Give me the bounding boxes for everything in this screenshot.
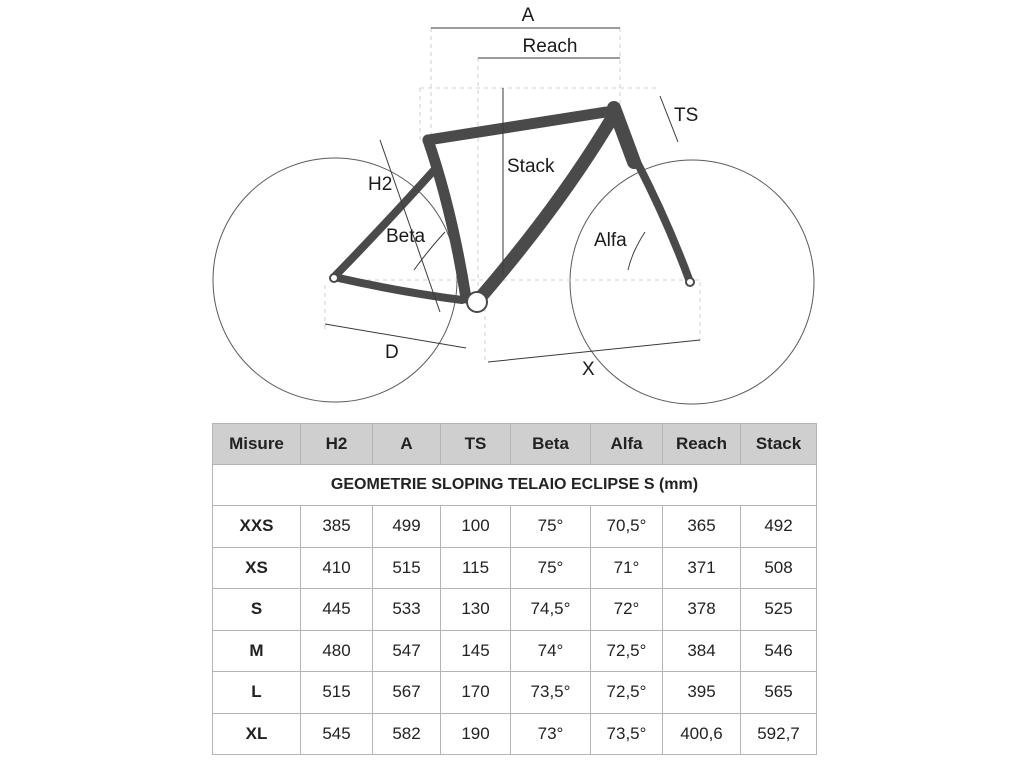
value-cell: 395 bbox=[663, 672, 741, 714]
value-cell: 582 bbox=[373, 713, 441, 755]
value-cell: 400,6 bbox=[663, 713, 741, 755]
value-cell: 130 bbox=[441, 589, 511, 631]
value-cell: 190 bbox=[441, 713, 511, 755]
header-a: A bbox=[373, 424, 441, 465]
value-cell: 492 bbox=[741, 506, 817, 548]
value-cell: 545 bbox=[301, 713, 373, 755]
size-cell: L bbox=[213, 672, 301, 714]
value-cell: 72,5° bbox=[591, 672, 663, 714]
size-cell: M bbox=[213, 630, 301, 672]
label-ts: TS bbox=[674, 105, 699, 126]
header-stack: Stack bbox=[741, 424, 817, 465]
label-reach: Reach bbox=[522, 36, 578, 57]
table-row bbox=[213, 713, 817, 755]
header-reach: Reach bbox=[663, 424, 741, 465]
value-cell: 72° bbox=[591, 589, 663, 631]
value-cell: 515 bbox=[301, 672, 373, 714]
value-cell: 533 bbox=[373, 589, 441, 631]
geometry-table bbox=[212, 423, 817, 755]
value-cell: 567 bbox=[373, 672, 441, 714]
guide-lines bbox=[325, 28, 700, 362]
value-cell: 546 bbox=[741, 630, 817, 672]
table-header-row bbox=[213, 424, 817, 465]
table-row bbox=[213, 672, 817, 714]
value-cell: 592,7 bbox=[741, 713, 817, 755]
value-cell: 515 bbox=[373, 547, 441, 589]
value-cell: 75° bbox=[511, 506, 591, 548]
value-cell: 73° bbox=[511, 713, 591, 755]
bike-frame bbox=[330, 108, 694, 312]
value-cell: 508 bbox=[741, 547, 817, 589]
label-d: D bbox=[385, 342, 399, 363]
header-beta: Beta bbox=[511, 424, 591, 465]
value-cell: 71° bbox=[591, 547, 663, 589]
table-row bbox=[213, 630, 817, 672]
value-cell: 378 bbox=[663, 589, 741, 631]
table-title: GEOMETRIE SLOPING TELAIO ECLIPSE S (mm) bbox=[213, 465, 817, 506]
table-title-row bbox=[213, 465, 817, 506]
value-cell: 385 bbox=[301, 506, 373, 548]
value-cell: 499 bbox=[373, 506, 441, 548]
header-h2: H2 bbox=[301, 424, 373, 465]
header-alfa: Alfa bbox=[591, 424, 663, 465]
value-cell: 115 bbox=[441, 547, 511, 589]
label-x: X bbox=[582, 359, 595, 380]
value-cell: 73,5° bbox=[591, 713, 663, 755]
value-cell: 480 bbox=[301, 630, 373, 672]
value-cell: 74° bbox=[511, 630, 591, 672]
value-cell: 410 bbox=[301, 547, 373, 589]
header-misure: Misure bbox=[213, 424, 301, 465]
size-cell: XL bbox=[213, 713, 301, 755]
value-cell: 547 bbox=[373, 630, 441, 672]
value-cell: 445 bbox=[301, 589, 373, 631]
value-cell: 70,5° bbox=[591, 506, 663, 548]
size-cell: S bbox=[213, 589, 301, 631]
value-cell: 75° bbox=[511, 547, 591, 589]
header-ts: TS bbox=[441, 424, 511, 465]
value-cell: 170 bbox=[441, 672, 511, 714]
dimension-lines bbox=[325, 28, 700, 362]
table-row bbox=[213, 506, 817, 548]
size-cell: XS bbox=[213, 547, 301, 589]
label-a: A bbox=[521, 5, 535, 26]
label-h2: H2 bbox=[368, 174, 393, 195]
label-stack: Stack bbox=[507, 156, 555, 177]
value-cell: 565 bbox=[741, 672, 817, 714]
value-cell: 371 bbox=[663, 547, 741, 589]
label-alfa: Alfa bbox=[594, 230, 627, 251]
value-cell: 73,5° bbox=[511, 672, 591, 714]
table-row bbox=[213, 547, 817, 589]
value-cell: 100 bbox=[441, 506, 511, 548]
table-row bbox=[213, 589, 817, 631]
size-cell: XXS bbox=[213, 506, 301, 548]
value-cell: 525 bbox=[741, 589, 817, 631]
value-cell: 365 bbox=[663, 506, 741, 548]
value-cell: 74,5° bbox=[511, 589, 591, 631]
value-cell: 72,5° bbox=[591, 630, 663, 672]
value-cell: 145 bbox=[441, 630, 511, 672]
label-beta: Beta bbox=[386, 226, 426, 247]
value-cell: 384 bbox=[663, 630, 741, 672]
